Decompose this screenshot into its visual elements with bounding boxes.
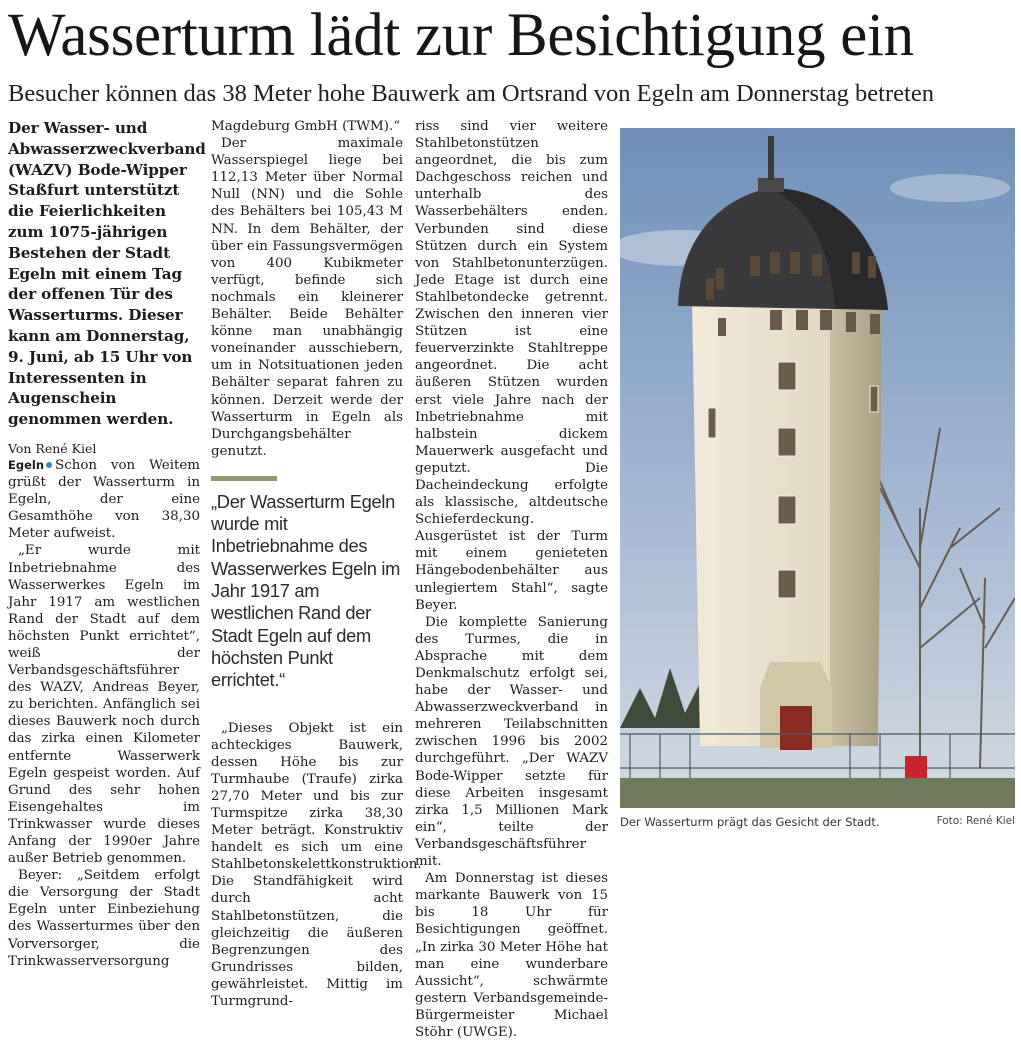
- headline: Wasserturm lädt zur Besichtigung ein: [8, 2, 914, 69]
- water-tower-photo: [620, 128, 1015, 808]
- column2-paragraph-1: Magdeburg GmbH (TWM).“: [211, 119, 401, 134]
- column2-paragraph-3: „Dieses Objekt ist ein achteckiges Bauwerk, dessen Höhe bis zur Turmhaube (Traufe) zirka 27,70 Meter und bis zur Turmspitze zirka 38,30 Meter beträgt. Konstruktiv handelt es sich um eine Stahlbetonskelettkonstruktion. Die Standfähigkeit wird durch acht Stahlbetonstützen, die gleichzeitig die äußeren Begrenzungen des Grundrisses bilden, gewährleistet. Mittig im Turmgrund-: [211, 720, 422, 1010]
- article-column-3: [415, 118, 608, 1041]
- column1-paragraph-3: Beyer: „Seitdem erfolgt die Versorgung der Stadt Egeln unter Einbeziehung des Wasserturmes über den Vorversorger, die Trinkwasserversorgung: [8, 868, 200, 969]
- article-column-1: [8, 118, 206, 970]
- subheadline: Besucher können das 38 Meter hohe Bauwerk am Ortsrand von Egeln am Donnerstag betreten: [8, 80, 934, 107]
- teaser: Der Wasser- und Abwasserzweckverband (WAZV) Bode-Wipper Staßfurt unterstützt die Feierlichkeiten zum 1075-jährigen Bestehen der Stadt Egeln mit einem Tag der offenen Tür des Wasserturms. Dieser kann am Donnerstag, 9. Juni, ab 15 Uhr von Interessenten in Augenschein genommen werden.: [8, 119, 206, 429]
- byline: Von René Kiel: [8, 440, 97, 456]
- column3-paragraph-2: Die komplette Sanierung des Turmes, die in Absprache mit dem Denkmalschutz erfolgt sei, habe der Wasser- und Abwasserzweckverband in mehreren Teilabschnitten zwischen 1996 bis 2002 durchgeführt. „Der WAZV Bode-Wipper setzte für diese Arbeiten insgesamt zirka 1,5 Millionen Mark ein“, teilte der Verbandsgeschäftsführer mit.: [415, 614, 608, 870]
- pull-quote: „Der Wasserturm Egeln wurde mit Inbetriebnahme des Wasserwerkes Egeln im Jahr 1917 am westlichen Rand der Stadt Egeln auf dem höchsten Punkt errichtet.“: [211, 490, 401, 691]
- ground: [620, 778, 1015, 808]
- column2-paragraph-2: Der maximale Wasserspiegel liege bei 112,13 Meter über Normal Null (NN) und die Sohle des Behälters bei 105,43 M NN. In dem Behälter, der über ein Fassungsvermögen von 400 Kubikmeter verfügt, befinde sich nochmals ein kleinerer Behälter. Beide Behälter könne man unabhängig voneinander ausschiebern, um in Notsituationen jeden Behälter separat fahren zu können. Derzeit werde der Wasserturm in Egeln als Durchgangsbehälter genutzt.: [211, 136, 403, 459]
- column1-paragraph-1-text: Schon von Weitem grüßt der Wasserturm in Egeln, der eine Gesamthöhe von 38,30 Meter aufweist.: [8, 457, 200, 542]
- door: [780, 706, 812, 750]
- quote-accent-bar: [211, 476, 277, 481]
- column1-paragraph-2: „Er wurde mit Inbetriebnahme des Wasserwerkes Egeln im Jahr 1917 am westlichen Rand der Stadt auf dem höchsten Punkt errichtet“, weiß der Verbandsgeschäftsführer des WAZV, Andreas Beyer, zu berichten. Anfänglich sei dieses Bauwerk noch durch das zirka einen Kilometer entfernte Wasserwerk Egeln gespeist worden. Auf Grund des sehr hohen Eisengehaltes im Trinkwasser wurde dieses Anfang der 1990er Jahre außer Betrieb genommen.: [8, 543, 200, 867]
- photo-caption: Der Wasserturm prägt das Gesicht der Stadt.: [620, 815, 880, 829]
- water-tower-illustration: [620, 128, 1015, 808]
- dateline-dot-icon: [46, 462, 52, 468]
- photo-credit: Foto: René Kiel: [936, 815, 1015, 827]
- roof-finial: [768, 136, 774, 180]
- roof-cap: [758, 178, 784, 192]
- column1-paragraph-1: [8, 457, 200, 542]
- column3-paragraph-1: riss sind vier weitere Stahlbetonstützen angeordnet, die bis zum Dachgeschoss reichen und unterhalb des Wasserbehälters enden. Verbunden sind diese Stützen durch ein System von Stahlbetonunterzügen. Jede Etage ist durch eine Stahlbetondecke getrennt. Zwischen den inneren vier Stützen ist eine feuerverzinkte Stahltreppe angeordnet. Die acht äußeren Stützen wurden erst viele Jahre nach der Inbetriebnahme mit halbstein dickem Mauerwerk ausgefacht und geputzt. Die Dacheindeckung erfolgte als klassische, altdeutsche Schieferdeckung. Ausgerüstet ist der Turm mit einem genieteten Hängebodenbehälter aus unlegiertem Stahl“, sagte Beyer.: [415, 119, 608, 613]
- article-column-2: [211, 118, 422, 1010]
- column3-paragraph-3: Am Donnerstag ist dieses markante Bauwerk von 15 bis 18 Uhr für Besichtigungen geöffnet. „In zirka 30 Meter Höhe hat man eine wunderbare Aussicht“, schwärmte gestern Verbandsgemeinde-Bürgermeister Michael Stöhr (UWGE).: [415, 871, 608, 1040]
- dateline: Egeln: [8, 457, 45, 472]
- cloud: [890, 174, 1010, 202]
- tower-wall-side: [830, 300, 882, 746]
